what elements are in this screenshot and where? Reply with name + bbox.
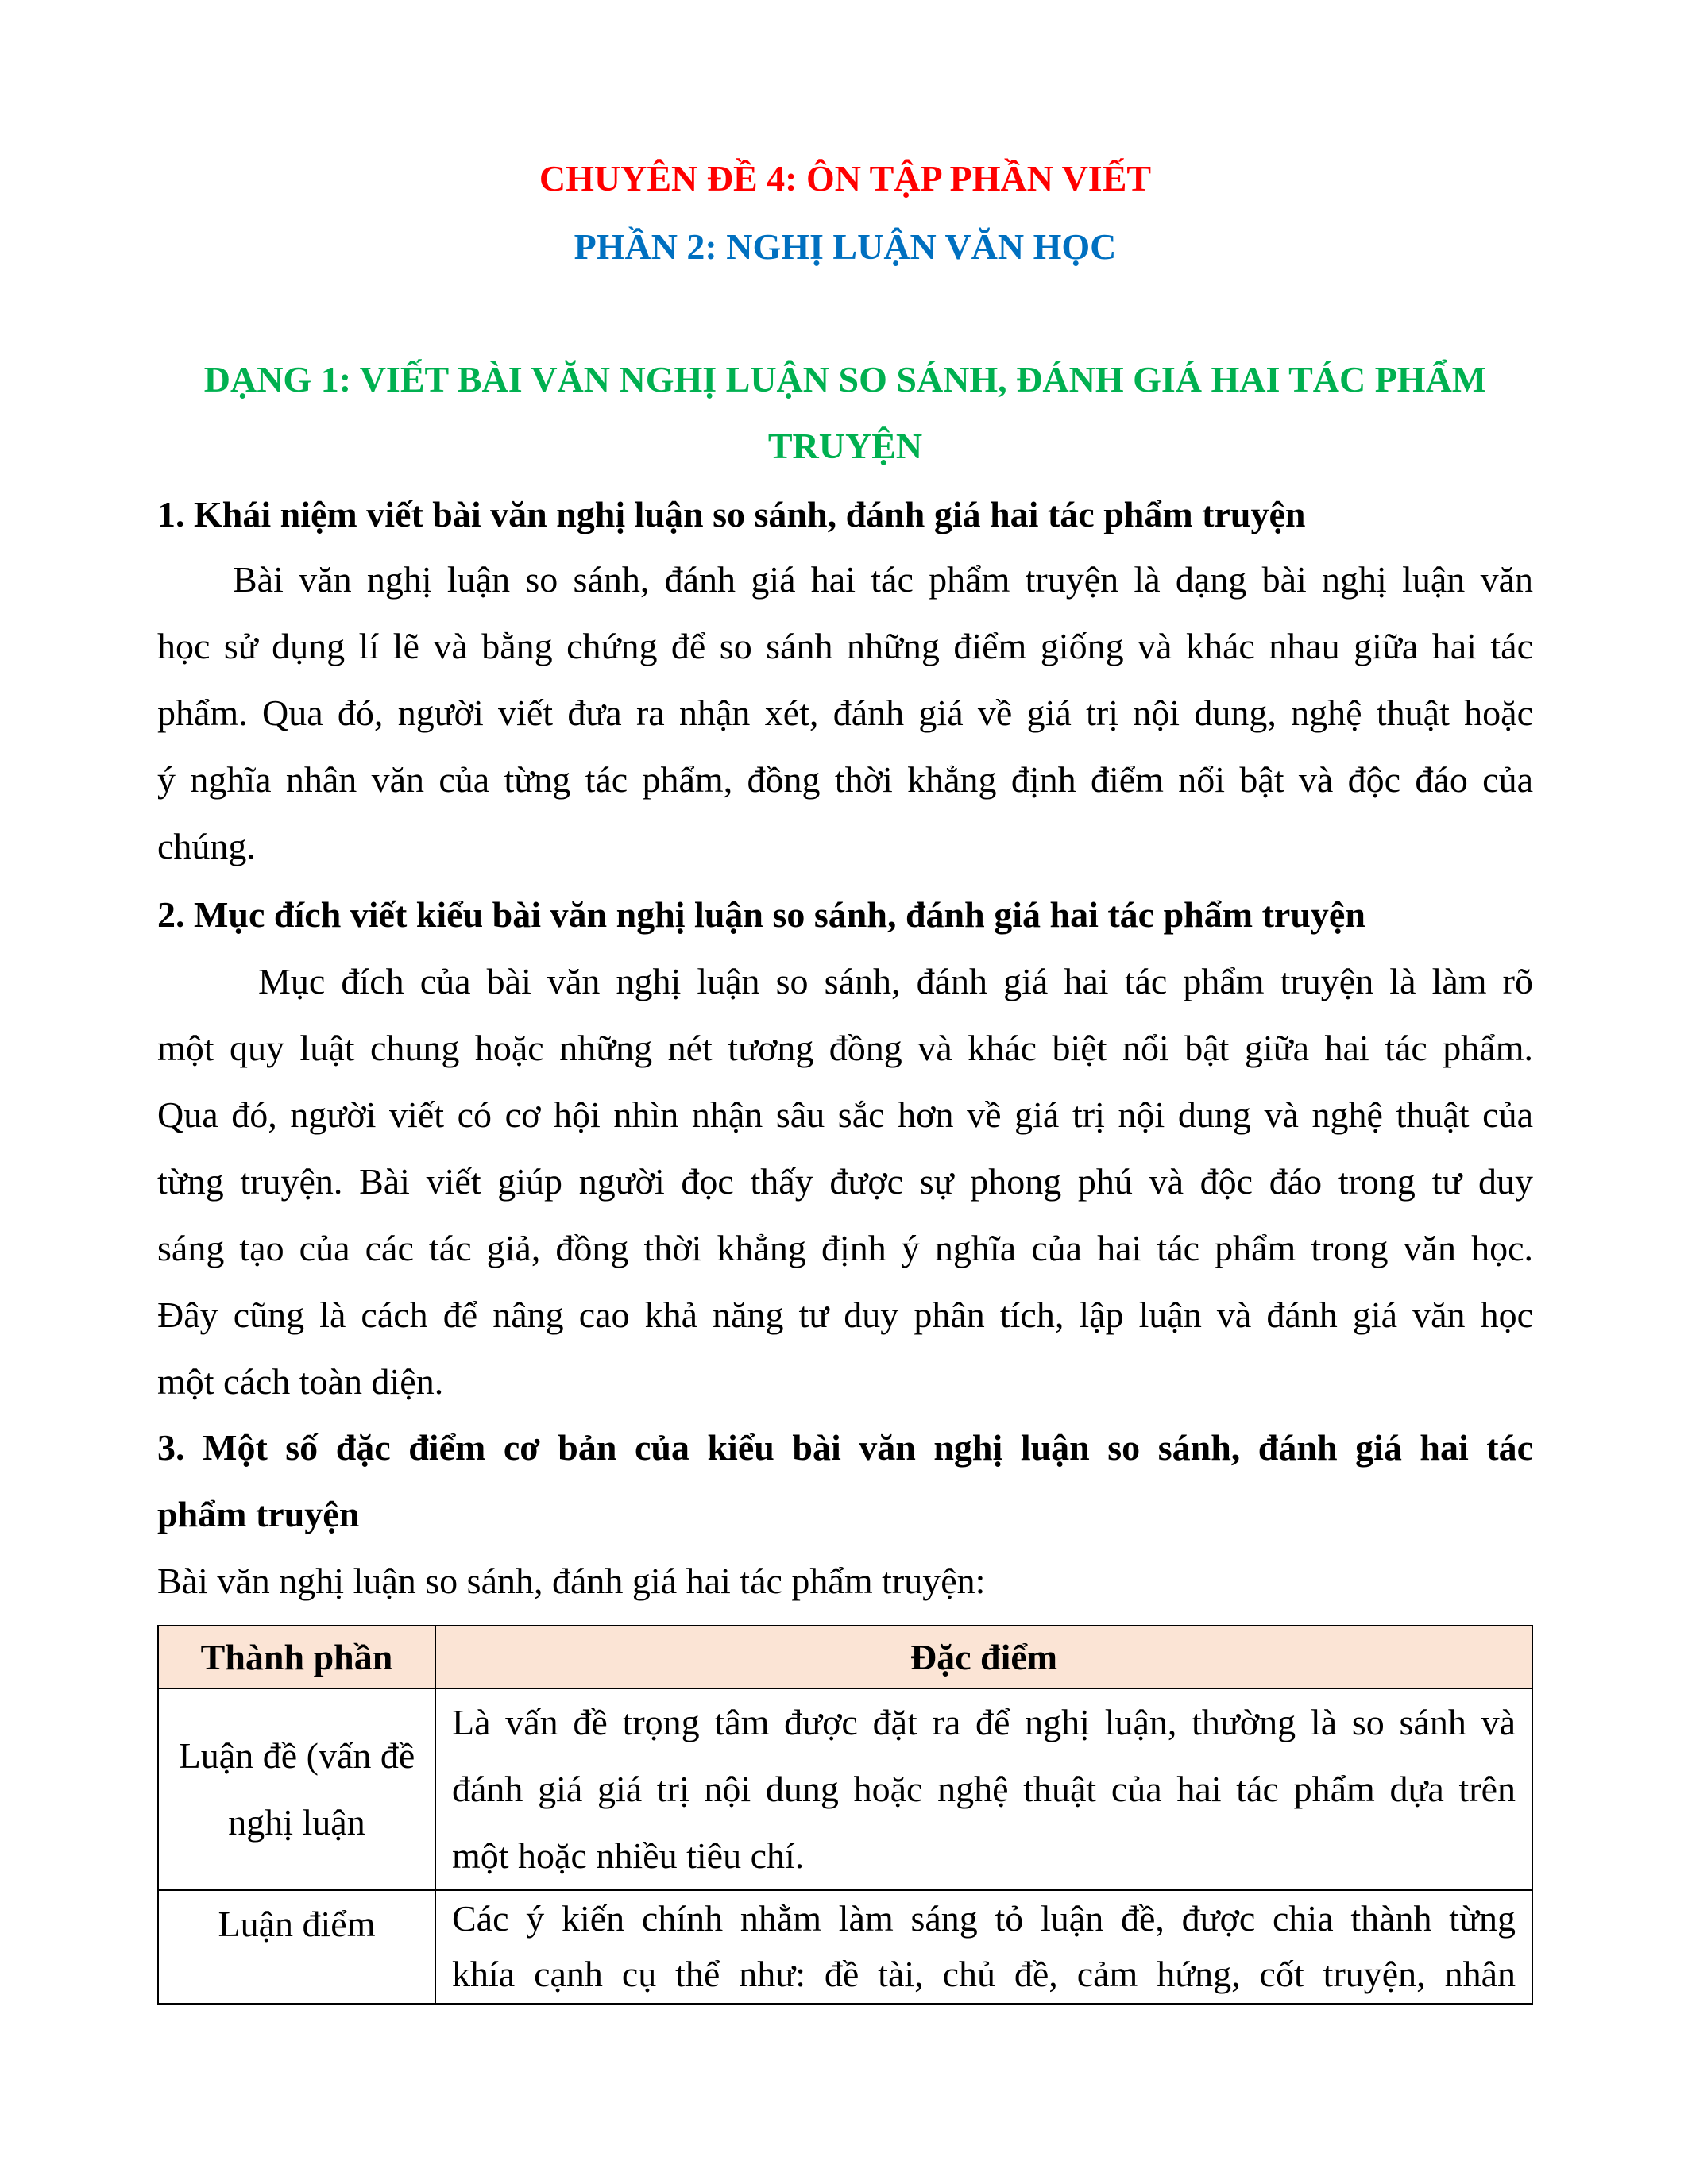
description-line: Các ý kiến chính nhằm làm sáng tỏ luận đề, được chia thành từng — [452, 1898, 1516, 1939]
description-line: khía cạnh cụ thể như: đề tài, chủ đề, cảm hứng, cốt truyện, nhân — [452, 1954, 1516, 1994]
table-row — [158, 1688, 1532, 1890]
component-cell — [158, 1688, 435, 1890]
description-line: đánh giá giá trị nội dung hoặc nghệ thuật của hai tác phẩm dựa trên — [452, 1769, 1516, 1809]
table-intro: Bài văn nghị luận so sánh, đánh giá hai tác phẩm truyện: — [157, 1561, 986, 1601]
header-characteristics: Đặc điểm — [435, 1626, 1532, 1688]
component-cell — [158, 1890, 435, 2004]
paragraph-1-line: ý nghĩa nhân văn của từng tác phẩm, đồng thời khẳng định điểm nổi bật và độc đáo của — [157, 759, 1533, 800]
paragraph-2-line: một cách toàn diện. — [157, 1361, 444, 1402]
description-cell — [435, 1890, 1532, 2004]
table-header-row — [158, 1626, 1532, 1688]
paragraph-2-line: một quy luật chung hoặc những nét tương đồng và khác biệt nổi bật giữa hai tác phẩm. — [157, 1028, 1533, 1068]
description-line: Là vấn đề trọng tâm được đặt ra để nghị luận, thường là so sánh và — [452, 1702, 1516, 1742]
heading-3-line-2: phẩm truyện — [157, 1494, 360, 1534]
paragraph-2-line: Mục đích của bài văn nghị luận so sánh, đánh giá hai tác phẩm truyện là làm rõ — [258, 961, 1533, 1001]
paragraph-1-line: Bài văn nghị luận so sánh, đánh giá hai tác phẩm truyện là dạng bài nghị luận văn — [233, 559, 1533, 600]
document-subtitle: PHẦN 2: NGHỊ LUẬN VĂN HỌC — [574, 226, 1117, 267]
paragraph-2-line: Qua đó, người viết có cơ hội nhìn nhận sâu sắc hơn về giá trị nội dung và nghệ thuật của — [157, 1094, 1533, 1135]
paragraph-2-line: từng truyện. Bài viết giúp người đọc thấy được sự phong phú và độc đáo trong tư duy — [157, 1161, 1533, 1202]
component-line: nghị luận — [228, 1802, 365, 1843]
component-line: Luận điểm — [218, 1904, 376, 1944]
header-component: Thành phần — [158, 1626, 435, 1688]
table-row — [158, 1890, 1532, 2004]
paragraph-2-line: sáng tạo của các tác giả, đồng thời khẳng định ý nghĩa của hai tác phẩm trong văn học. — [157, 1228, 1533, 1268]
paragraph-1-line: phẩm. Qua đó, người viết đưa ra nhận xét, đánh giá về giá trị nội dung, nghệ thuật hoặc — [157, 693, 1533, 733]
characteristics-table — [157, 1625, 1533, 2005]
heading-3-line-1: 3. Một số đặc điểm cơ bản của kiểu bài văn nghị luận so sánh, đánh giá hai tác — [157, 1427, 1533, 1468]
description-cell — [435, 1688, 1532, 1890]
paragraph-1-line: học sử dụng lí lẽ và bằng chứng để so sánh những điểm giống và khác nhau giữa hai tác — [157, 626, 1533, 666]
heading-2: 2. Mục đích viết kiểu bài văn nghị luận so sánh, đánh giá hai tác phẩm truyện — [157, 894, 1365, 935]
section-title-line-2: TRUYỆN — [767, 426, 923, 466]
section-title-line-1: DẠNG 1: VIẾT BÀI VĂN NGHỊ LUẬN SO SÁNH, ĐÁNH GIÁ HAI TÁC PHẨM — [203, 359, 1487, 399]
paragraph-1-line: chúng. — [157, 826, 256, 866]
document-title: CHUYÊN ĐỀ 4: ÔN TẬP PHẦN VIẾT — [539, 158, 1152, 199]
description-line: một hoặc nhiều tiêu chí. — [452, 1835, 805, 1876]
component-line: Luận đề (vấn đề — [178, 1735, 415, 1776]
paragraph-2-line: Đây cũng là cách để nâng cao khả năng tư duy phân tích, lập luận và đánh giá văn học — [157, 1295, 1533, 1335]
heading-1: 1. Khái niệm viết bài văn nghị luận so sánh, đánh giá hai tác phẩm truyện — [157, 494, 1306, 534]
